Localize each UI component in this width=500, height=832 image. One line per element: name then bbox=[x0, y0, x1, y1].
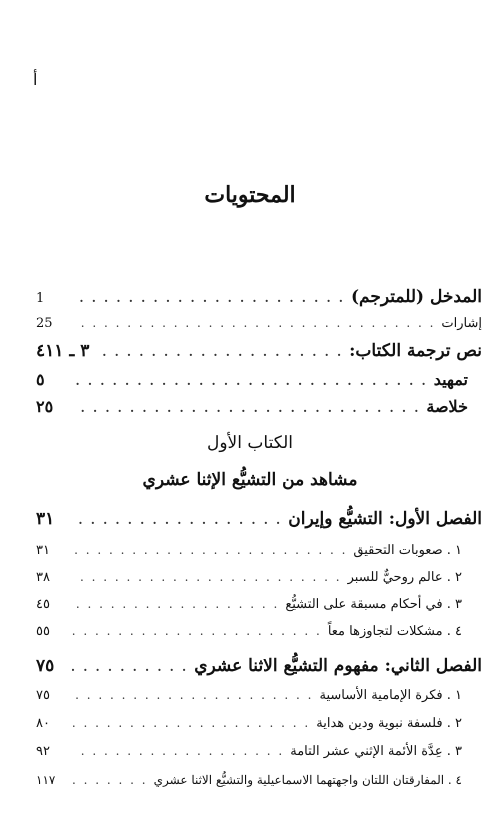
toc-section-label: ٤ . مشكلات لتجاوزها معاً bbox=[327, 624, 462, 639]
toc-section-label: ٣ . عِدَّة الأئمة الإثني عشر التامة bbox=[290, 744, 462, 759]
toc-entry-preface[interactable] bbox=[36, 370, 482, 389]
leader-dots bbox=[72, 688, 314, 702]
book-subheading: مشاهد من التشيُّع الإثنا عشري bbox=[142, 470, 358, 490]
leader-dots bbox=[95, 345, 343, 359]
toc-page-number: ٣١ bbox=[36, 543, 50, 558]
toc-page-number: 25 bbox=[36, 316, 53, 331]
toc-chapter-label: الفصل الثاني: مفهوم التشيُّع الاثنا عشري bbox=[194, 656, 482, 676]
toc-chapter-2[interactable] bbox=[36, 656, 482, 676]
leader-dots bbox=[72, 716, 310, 730]
toc-section-label: ٤ . المفارقتان اللتان واجهتهما الاسماعيلية والتشيُّع الاثنا عشري bbox=[153, 773, 462, 787]
leader-dots bbox=[72, 316, 435, 330]
toc-page-number: 1 bbox=[36, 291, 45, 306]
toc-page-number: ٥ bbox=[36, 370, 45, 389]
toc-section-label: ٢ . عالم روحيٌّ للسبر bbox=[347, 570, 462, 585]
toc-section[interactable] bbox=[36, 543, 482, 558]
toc-entry-label: تمهيد bbox=[433, 370, 468, 389]
toc-page-number: ٣١ bbox=[36, 509, 55, 529]
leader-dots bbox=[72, 291, 345, 305]
toc-section[interactable] bbox=[36, 597, 482, 612]
toc-entry-intro[interactable] bbox=[36, 287, 482, 307]
toc-page-number: ٢٥ bbox=[36, 397, 54, 416]
toc-page-number: ٣ ـ ٤١١ bbox=[36, 341, 90, 361]
toc-page-number: ٧٥ bbox=[36, 688, 50, 703]
toc-entry-summary[interactable] bbox=[36, 397, 482, 416]
leader-dots bbox=[72, 744, 284, 758]
toc-section[interactable] bbox=[36, 570, 482, 585]
toc-section-label: ١ . صعوبات التحقيق bbox=[353, 543, 462, 558]
toc-chapter-label: الفصل الأول: التشيُّع وإيران bbox=[288, 509, 482, 529]
toc-page-number: ٤٥ bbox=[36, 597, 50, 612]
leader-dots bbox=[72, 773, 148, 787]
toc-page-number: ٣٨ bbox=[36, 570, 50, 585]
toc-entry-label: المدخل (للمترجم) bbox=[350, 287, 482, 307]
page-title: المحتويات bbox=[204, 182, 296, 208]
toc-chapter-1[interactable] bbox=[36, 509, 482, 529]
leader-dots bbox=[72, 543, 347, 557]
book-heading: الكتاب الأول bbox=[207, 433, 293, 453]
leader-dots bbox=[72, 401, 420, 415]
toc-section[interactable] bbox=[36, 624, 482, 639]
toc-page-number: ٩٢ bbox=[36, 744, 50, 759]
toc-entry-label: إشارات bbox=[441, 316, 482, 331]
toc-entry-references[interactable] bbox=[36, 316, 482, 331]
toc-entry-label: نص ترجمة الكتاب: bbox=[349, 341, 482, 361]
toc-page-number: ٥٥ bbox=[36, 624, 50, 639]
page-letter: أ bbox=[33, 70, 38, 89]
toc-section[interactable] bbox=[36, 744, 482, 759]
toc-page-number: ٧٥ bbox=[36, 656, 55, 676]
leader-dots bbox=[72, 513, 282, 527]
leader-dots bbox=[72, 374, 428, 388]
toc-section[interactable] bbox=[36, 716, 482, 731]
toc-entry-translation[interactable] bbox=[36, 341, 482, 361]
toc-page-number: ٨٠ bbox=[36, 716, 50, 731]
toc-entry-label: خلاصة bbox=[426, 397, 468, 416]
leader-dots bbox=[72, 624, 322, 638]
toc-section-label: ٢ . فلسفة نبوية ودين هداية bbox=[316, 716, 462, 731]
toc-section-label: ١ . فكرة الإمامية الأساسية bbox=[319, 688, 462, 703]
toc-section[interactable] bbox=[36, 688, 482, 703]
leader-dots bbox=[72, 570, 342, 584]
toc-section-label: ٣ . في أحكام مسبقة على التشيُّع bbox=[285, 597, 462, 612]
toc-section[interactable] bbox=[36, 773, 482, 787]
toc-page-number: ١١٧ bbox=[36, 773, 56, 787]
leader-dots bbox=[72, 597, 279, 611]
leader-dots bbox=[72, 660, 188, 674]
